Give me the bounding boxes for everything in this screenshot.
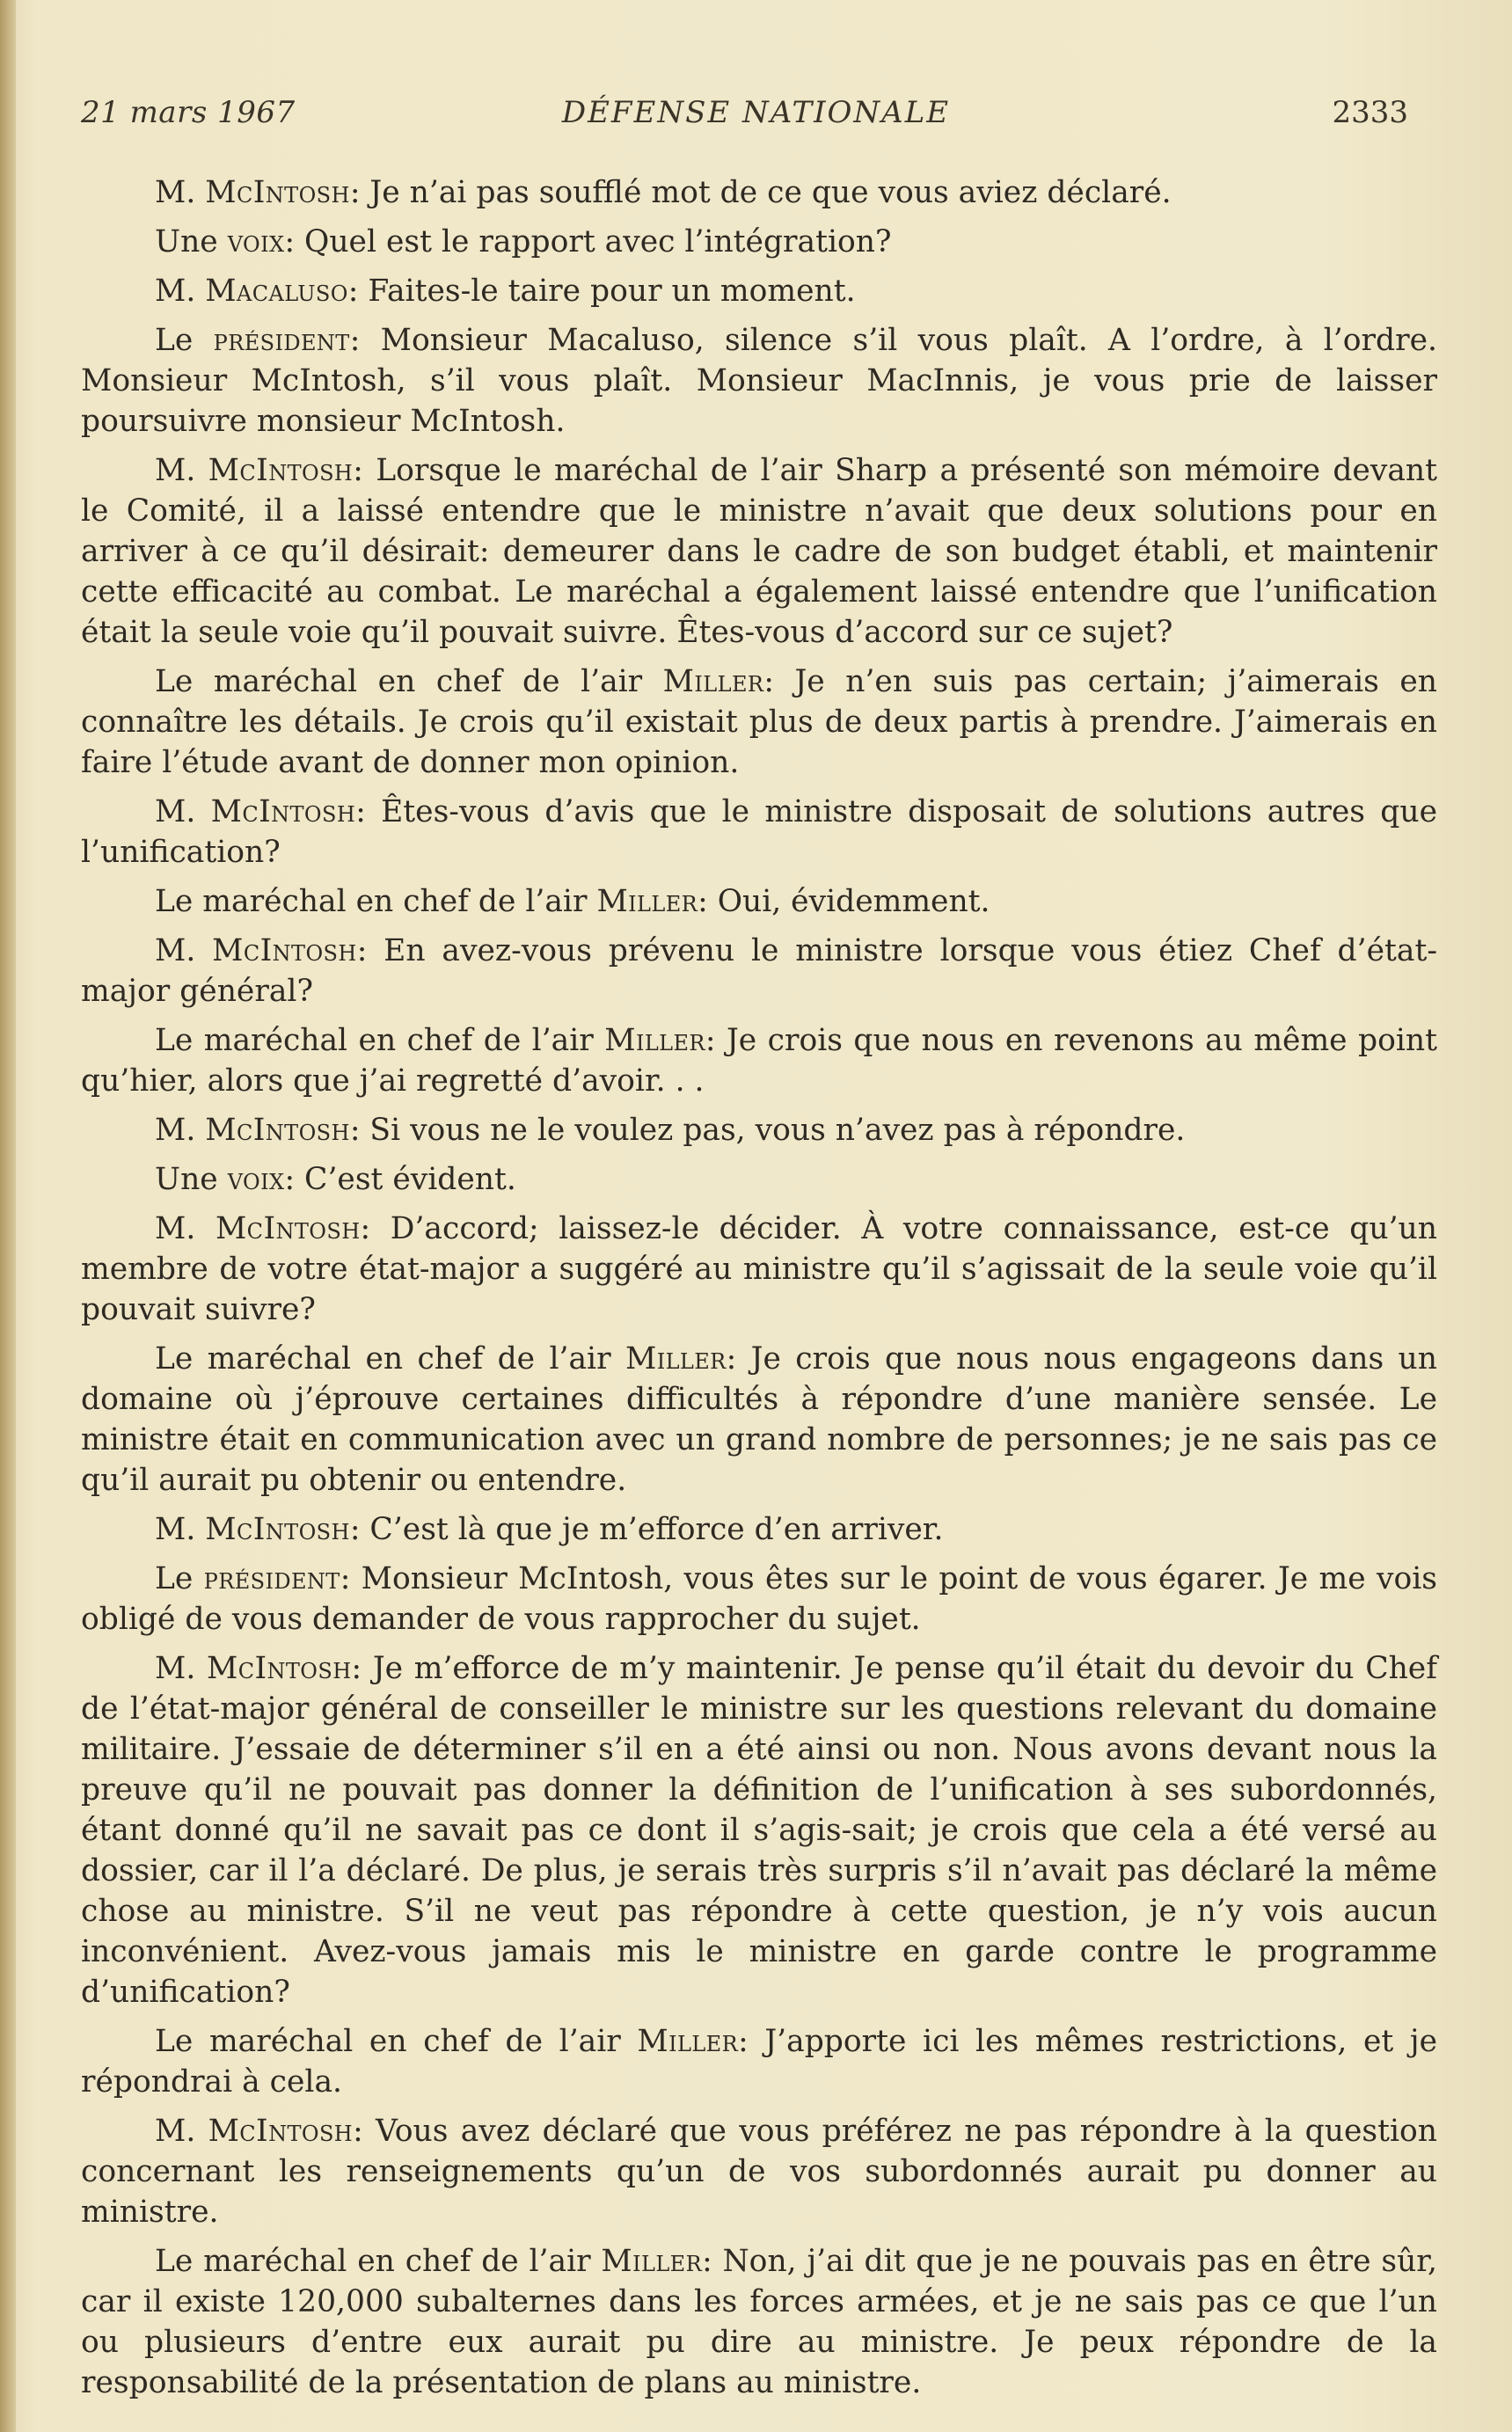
transcript-paragraph — [81, 1648, 1437, 2012]
speech-text: : Je n’en suis pas certain; j’aimerais en connaître les détails. Je crois qu’il existait plus de deux partis à prendre. J’aimerais en faire l’étude avant de donner mon opinion. — [81, 664, 1437, 780]
speaker-prefix: M. — [155, 1651, 207, 1686]
speaker-name: McIntosh — [205, 1113, 350, 1148]
speaker-prefix: Le maréchal en chef de l’air — [155, 884, 597, 919]
speaker-prefix: M. — [155, 794, 211, 829]
speaker-name: McIntosh — [208, 2114, 354, 2149]
speaker-name: président — [213, 323, 350, 358]
transcript-body — [81, 172, 1437, 2412]
speech-text: : Je crois que nous nous engageons dans un domaine où j’éprouve certaines difficultés à répondre d’une manière sensée. Le ministre était en communication avec un grand nombre de personnes; je ne sais pas ce qu’il aurait pu obtenir ou entendre. — [81, 1341, 1437, 1498]
speaker-prefix: Le — [155, 1561, 204, 1596]
speaker-name: McIntosh — [208, 453, 354, 488]
book-spine-edge — [0, 0, 16, 2432]
speech-text: : Je n’ai pas soufflé mot de ce que vous aviez déclaré. — [349, 175, 1172, 210]
speaker-name: McIntosh — [205, 175, 350, 210]
speaker-name: McIntosh — [205, 1512, 350, 1547]
page-header — [0, 95, 1512, 137]
speaker-prefix: Le maréchal en chef de l’air — [155, 2244, 602, 2279]
speaker-name: président — [203, 1561, 340, 1596]
transcript-paragraph — [81, 661, 1437, 783]
speaker-prefix: Le maréchal en chef de l’air — [155, 1341, 625, 1377]
speaker-name: Miller — [662, 664, 764, 699]
speech-text: : Non, j’ai dit que je ne pouvais pas en être sûr, car il existe 120,000 subalternes dans les forces armées, et je ne sais pas ce que l’un ou plusieurs d’entre eux aurait pu dire au ministre. Je peux répondre de la responsabilité de la présentation de plans au ministre. — [81, 2244, 1437, 2400]
speaker-prefix: M. — [155, 1211, 215, 1246]
page-number: 2333 — [1332, 95, 1408, 130]
speech-text: : Quel est le rapport avec l’intégration? — [284, 224, 892, 259]
speaker-prefix: M. — [155, 274, 206, 309]
transcript-paragraph — [81, 271, 1437, 311]
speech-text: : Oui, évidemment. — [698, 884, 990, 919]
speaker-name: Miller — [637, 2024, 739, 2059]
transcript-paragraph — [81, 172, 1437, 213]
transcript-paragraph — [81, 2021, 1437, 2102]
transcript-paragraph — [81, 792, 1437, 873]
speech-text: : Êtes-vous d’avis que le ministre disposait de solutions autres que l’unification? — [81, 794, 1438, 870]
speech-text: : En avez-vous prévenu le ministre lorsque vous étiez Chef d’état-major général? — [81, 933, 1437, 1009]
speech-text: : Je m’efforce de m’y maintenir. Je pense qu’il était du devoir du Chef de l’état-major général de conseiller le ministre sur les questions relevant du domaine militaire. J’essaie de déterminer s’il en a été ainsi ou non. Nous avons devant nous la preuve qu’il ne pouvait pas donner la définition de l’unification à ses subordonnés, étant donné qu’il ne savait pas ce dont il s’agis-sait; je crois que cela a été versé au dossier, car il l’a déclaré. De plus, je serais très surpris s’il n’avait pas déclaré la même chose au ministre. S’il ne veut pas répondre à cette question, je n’y vois aucun inconvénient. Avez-vous jamais mis le ministre en garde contre le programme d’unification? — [81, 1651, 1437, 2010]
speaker-name: McIntosh — [206, 1651, 352, 1686]
speaker-prefix: Le maréchal en chef de l’air — [155, 664, 663, 699]
transcript-paragraph — [81, 931, 1437, 1012]
speech-text: : C’est évident. — [284, 1162, 516, 1197]
speaker-prefix: Le — [155, 323, 214, 358]
transcript-paragraph — [81, 222, 1437, 262]
speech-text: : Lorsque le maréchal de l’air Sharp a présenté son mémoire devant le Comité, il a laissé entendre que le ministre n’avait que deux solutions pour en arriver à ce qu’il désirait: demeurer dans le cadre de son budget établi, et maintenir cette efficacité au combat. Le maréchal a également laissé entendre que l’unification était la seule voie qu’il pouvait suivre. Êtes-vous d’accord sur ce sujet? — [81, 453, 1437, 650]
speaker-name: Miller — [601, 2244, 703, 2279]
transcript-paragraph — [81, 1339, 1437, 1501]
speaker-prefix: M. — [155, 1512, 206, 1547]
speech-text: : D’accord; laissez-le décider. À votre connaissance, est-ce qu’un membre de votre état-major a suggéré au ministre qu’il s’agissait de la seule voie qu’il pouvait suivre? — [81, 1211, 1437, 1327]
speech-text: : Vous avez déclaré que vous préférez ne pas répondre à la question concernant les renseignements qu’un de vos subordonnés aurait pu donner au ministre. — [81, 2114, 1437, 2230]
transcript-paragraph — [81, 2241, 1437, 2403]
speaker-name: Miller — [625, 1341, 727, 1377]
speaker-prefix: Une — [155, 224, 228, 259]
speech-text: : Si vous ne le voulez pas, vous n’avez pas à répondre. — [349, 1113, 1186, 1148]
transcript-paragraph — [81, 881, 1437, 922]
speech-text: : J’apporte ici les mêmes restrictions, et je répondrai à cela. — [81, 2024, 1437, 2100]
transcript-paragraph — [81, 1209, 1437, 1330]
speaker-name: McIntosh — [212, 933, 357, 968]
speaker-prefix: Une — [155, 1162, 228, 1197]
speaker-prefix: Le maréchal en chef de l’air — [155, 1023, 605, 1058]
speaker-prefix: Le maréchal en chef de l’air — [155, 2024, 638, 2059]
speaker-name: McIntosh — [215, 1211, 361, 1246]
speaker-name: McIntosh — [210, 794, 356, 829]
speaker-prefix: M. — [155, 1113, 206, 1148]
speaker-prefix: M. — [155, 933, 213, 968]
speaker-name: voix — [227, 224, 285, 259]
speech-text: : Monsieur McIntosh, vous êtes sur le point de vous égarer. Je me vois obligé de vous demander de vous rapprocher du sujet. — [81, 1561, 1437, 1637]
speaker-name: Macaluso — [205, 274, 348, 309]
speaker-name: voix — [227, 1162, 285, 1197]
speech-text: : C’est là que je m’efforce d’en arriver. — [349, 1512, 944, 1547]
speaker-name: Miller — [596, 884, 698, 919]
speech-text: : Monsieur Macaluso, silence s’il vous plaît. A l’ordre, à l’ordre. Monsieur McIntosh, s’il vous plaît. Monsieur MacInnis, je vous prie de laisser poursuivre monsieur McIntosh. — [81, 323, 1437, 439]
speaker-prefix: M. — [155, 175, 206, 210]
header-title: DÉFENSE NATIONALE — [561, 95, 951, 130]
transcript-paragraph — [81, 450, 1437, 653]
transcript-paragraph — [81, 2111, 1437, 2232]
header-date: 21 mars 1967 — [81, 95, 296, 130]
speaker-name: Miller — [604, 1023, 705, 1058]
transcript-paragraph — [81, 1509, 1437, 1550]
speaker-prefix: M. — [155, 2114, 208, 2149]
transcript-paragraph — [81, 1159, 1437, 1200]
speech-text: : Je crois que nous en revenons au même point qu’hier, alors que j’ai regretté d’avoir. . . — [81, 1023, 1437, 1099]
transcript-paragraph — [81, 1110, 1437, 1150]
transcript-paragraph — [81, 1020, 1437, 1101]
speech-text: : Faites-le taire pour un moment. — [347, 274, 856, 309]
transcript-paragraph — [81, 1559, 1437, 1640]
transcript-paragraph — [81, 320, 1437, 442]
speaker-prefix: M. — [155, 453, 208, 488]
